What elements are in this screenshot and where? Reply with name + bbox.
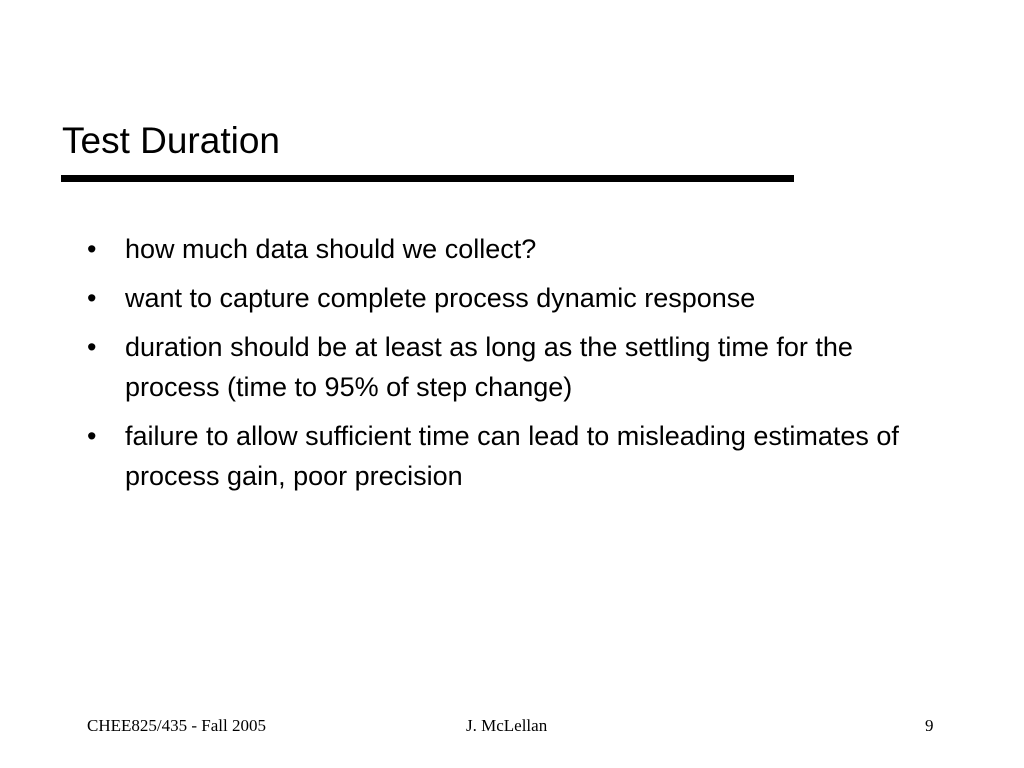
- bullet-item: [87, 229, 947, 269]
- bullet-item: [87, 278, 947, 318]
- bullet-dot-icon: •: [87, 234, 97, 264]
- bullet-item: [87, 416, 947, 496]
- footer-page-number: 9: [925, 716, 934, 735]
- bullet-item: [87, 327, 947, 407]
- bullet-dot-icon: •: [87, 421, 97, 451]
- bullet-text: how much data should we collect?: [125, 234, 537, 264]
- bullet-text: duration should be at least as long as the settling time for the process (time to 95% of step change): [125, 332, 853, 402]
- footer-course: CHEE825/435 - Fall 2005: [87, 716, 266, 735]
- bullet-dot-icon: •: [87, 283, 97, 313]
- bullet-text: failure to allow sufficient time can lead to misleading estimates of process gain, poor precision: [125, 421, 899, 491]
- footer-author: J. McLellan: [466, 716, 548, 735]
- bullet-dot-icon: •: [87, 332, 97, 362]
- bullet-text: want to capture complete process dynamic response: [125, 283, 756, 313]
- bullet-list: [87, 229, 947, 505]
- slide-title: Test Duration: [62, 120, 280, 161]
- title-underline: [61, 175, 794, 182]
